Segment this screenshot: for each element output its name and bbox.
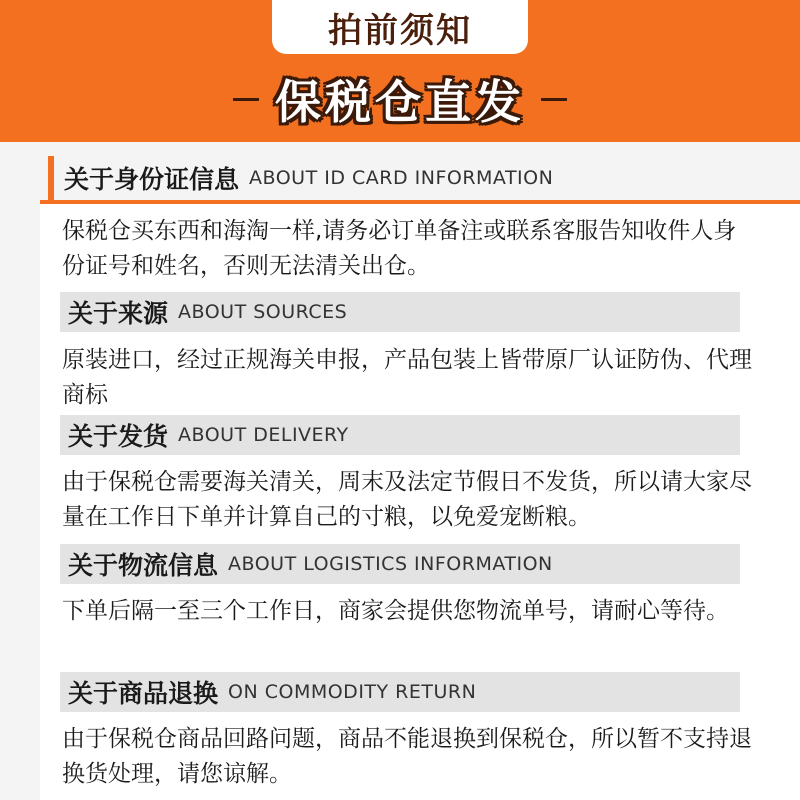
section-body-id-card: 保税仓买东西和海淘一样,请务必订单备注或联系客服告知收件人身份证号和姓名，否则无法清关出仓。 [62, 218, 737, 279]
section-heading-return [60, 672, 740, 712]
heading-accent-bar [48, 156, 54, 200]
heading-en: ON COMMODITY RETURN [228, 681, 477, 703]
page-title: 拍前须知 [272, 0, 528, 54]
section-heading-id-card [48, 156, 800, 200]
section-body-delivery: 由于保税仓需要海关清关，周末及法定节假日不发货，所以请大家尽量在工作日下单并计算自己的寸粮，以免爱宠断粮。 [62, 469, 752, 530]
heading-en: ABOUT SOURCES [178, 301, 348, 323]
heading-cn: 关于发货 [68, 422, 169, 451]
heading-en: ABOUT ID CARD INFORMATION [249, 167, 554, 189]
section-heading-sources [60, 292, 740, 332]
page-subtitle: 保税仓直发 [275, 75, 525, 129]
section-body-return: 由于保税仓商品回路问题，商品不能退换到保税仓，所以暂不支持退换货处理，请您谅解。 [62, 726, 752, 787]
heading-cn: 关于来源 [68, 299, 169, 328]
section-body-sources: 原装进口，经过正规海关申报，产品包装上皆带原厂认证防伪、代理商标 [62, 347, 752, 408]
section-heading-delivery [60, 415, 740, 455]
heading-underline [40, 200, 800, 204]
section-heading-logistics [60, 544, 740, 584]
subtitle-row [0, 64, 800, 134]
heading-en: ABOUT DELIVERY [178, 424, 349, 446]
heading-cn: 关于身份证信息 [64, 165, 240, 194]
header-banner [0, 0, 800, 142]
right-dash-decoration [541, 98, 567, 101]
section-body-logistics: 下单后隔一至三个工作日，商家会提供您物流单号，请耐心等待。 [62, 598, 729, 624]
left-dash-decoration [233, 98, 259, 101]
heading-cn: 关于物流信息 [68, 551, 219, 580]
heading-en: ABOUT LOGISTICS INFORMATION [228, 553, 553, 575]
heading-cn: 关于商品退换 [68, 679, 219, 708]
